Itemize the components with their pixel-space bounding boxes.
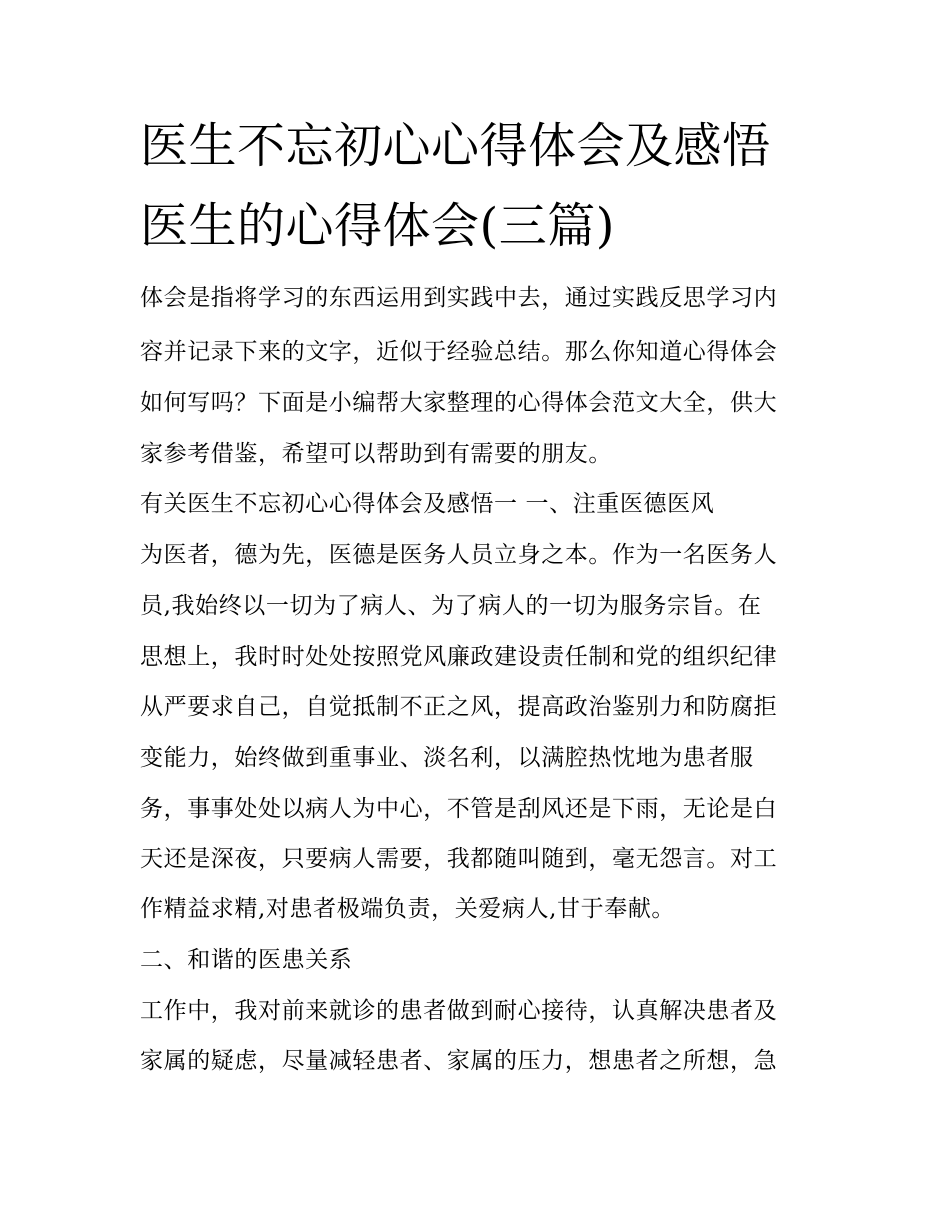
paragraph-line: 家属的疑虑，尽量减轻患者、家属的压力，想患者之所想，急 <box>140 1048 778 1074</box>
paragraph-line: 变能力，始终做到重事业、淡名利，以满腔热忱地为患者服 <box>140 745 754 771</box>
document-title-line-1: 医生不忘初心心得体会及感悟 <box>140 118 771 174</box>
paragraph-line: 作精益求精,对患者极端负责，关爱病人,甘于奉献。 <box>140 896 676 922</box>
paragraph-line: 如何写吗？下面是小编帮大家整理的心得体会范文大全，供大 <box>140 390 778 416</box>
paragraph-line: 工作中，我对前来就诊的患者做到耐心接待，认真解决患者及 <box>140 998 778 1024</box>
document-title-line-2: 医生的心得体会(三篇) <box>140 198 615 254</box>
paragraph-line: 家参考借鉴，希望可以帮助到有需要的朋友。 <box>140 441 612 467</box>
paragraph-line: 天还是深夜，只要病人需要，我都随叫随到，毫无怨言。对工 <box>140 846 778 872</box>
paragraph-line: 从严要求自己，自觉抵制不正之风，提高政治鉴别力和防腐拒 <box>140 694 778 720</box>
paragraph-line: 体会是指将学习的东西运用到实践中去，通过实践反思学习内 <box>140 285 778 311</box>
paragraph-line: 容并记录下来的文字，近似于经验总结。那么你知道心得体会 <box>140 339 778 365</box>
paragraph-line: 务，事事处处以病人为中心，不管是刮风还是下雨，无论是白 <box>140 796 778 822</box>
section-heading-line: 二、和谐的医患关系 <box>140 947 353 973</box>
section-heading-line: 有关医生不忘初心心得体会及感悟一 一、注重医德医风 <box>140 491 715 517</box>
paragraph-line: 员,我始终以一切为了病人、为了病人的一切为服务宗旨。在 <box>140 593 762 619</box>
paragraph-line: 思想上，我时时处处按照党风廉政建设责任制和党的组织纪律 <box>140 644 778 670</box>
paragraph-line: 为医者，德为先，医德是医务人员立身之本。作为一名医务人 <box>140 542 778 568</box>
